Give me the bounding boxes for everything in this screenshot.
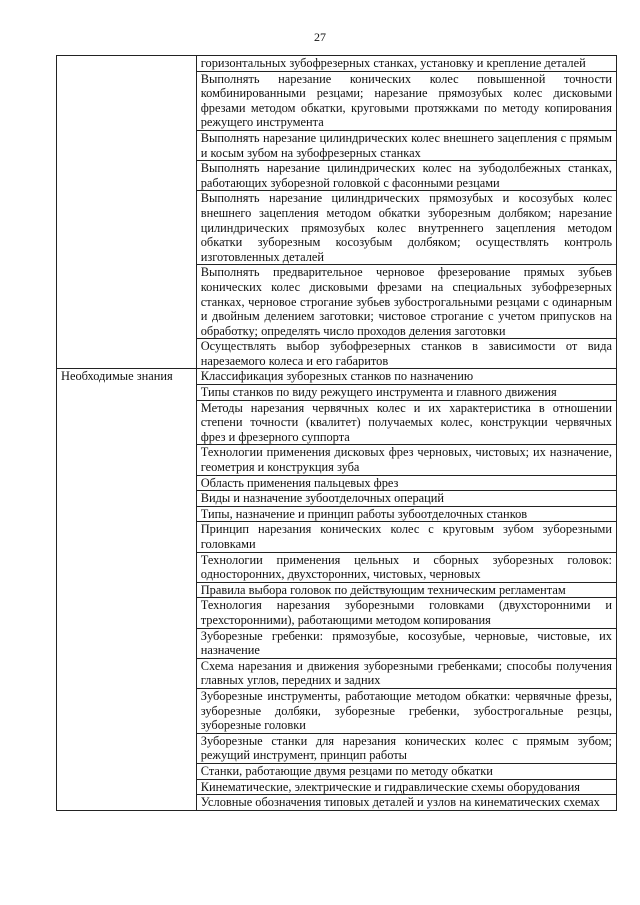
table-cell: Осуществлять выбор зубофрезерных станков в зависимости от вида нарезаемого колеса и его габаритов [196,339,616,369]
table-cell: Область применения пальцевых фрез [196,475,616,491]
table-body [57,56,617,811]
table-cell: Выполнять нарезание цилиндрических колес на зубодолбежных станках, работающих зуборезной головкой с фасонными резцами [196,161,616,191]
table-row [57,56,617,72]
table-cell: Зуборезные гребенки: прямозубые, косозубые, черновые, чистовые, их назначение [196,628,616,658]
table-cell: Выполнять предварительное черновое фрезерование прямых зубьев конических колес дисковыми фрезами на специальных зубофрезерных станках, черновое строгание зубьев зубострогальными резцами с одинарным и двойным делением заготовки; чистовое строгание с учетом припусков на обработку; определять число проходов деления заготовки [196,265,616,339]
table-cell: Выполнять нарезание цилиндрических колес внешнего зацепления с прямым и косым зубом на зубофрезерных станках [196,130,616,160]
table-row [57,369,617,385]
table-cell: Зуборезные станки для нарезания конических колес с прямым зубом; режущий инструмент, принцип работы [196,733,616,763]
table-cell: Типы, назначение и принцип работы зубоотделочных станков [196,506,616,522]
table-cell: Типы станков по виду режущего инструмента и главного движения [196,385,616,401]
table-cell: Выполнять нарезание цилиндрических прямозубых и косозубых колес внешнего зацепления методом обкатки зуборезным долбяком; нарезание цилиндрических прямозубых колес внутреннего зацепления методом обкатки зуборезным косозубым долбяком; осуществлять контроль изготовленных деталей [196,191,616,265]
table-cell: Принцип нарезания конических колес с круговым зубом зуборезными головками [196,522,616,552]
table-cell: Правила выбора головок по действующим техническим регламентам [196,582,616,598]
table-cell: Классификация зуборезных станков по назначению [196,369,616,385]
table-cell: Технологии применения цельных и сборных зуборезных головок: односторонних, двухсторонних, чистовых, черновых [196,552,616,582]
group-1-label [57,56,197,369]
table-cell: Условные обозначения типовых деталей и узлов на кинематических схемах [196,795,616,811]
table-cell: Технология нарезания зуборезными головками (двухсторонними и трехсторонними), работающими методом копирования [196,598,616,628]
table-cell: Схема нарезания и движения зуборезными гребенками; способы получения главных углов, передних и задних [196,658,616,688]
table-cell: Станки, работающие двумя резцами по методу обкатки [196,763,616,779]
page-number: 27 [314,30,326,44]
competency-table [56,55,617,811]
table-cell: Технологии применения дисковых фрез черновых, чистовых; их назначение, геометрия и конструкция зуба [196,445,616,475]
table-cell: Зуборезные инструменты, работающие методом обкатки: червячные фрезы, зуборезные долбяки, зуборезные гребенки, зубострогальные резцы, зуборезные головки [196,688,616,733]
table-cell: Кинематические, электрические и гидравлические схемы оборудования [196,779,616,795]
table-cell: Методы нарезания червячных колес и их характеристика в отношении степени точности (квалитет) получаемых колес, конструкции червячных фрез и фрезерного суппорта [196,400,616,445]
table-cell: Виды и назначение зубоотделочных операций [196,491,616,507]
table-cell: горизонтальных зубофрезерных станках, установку и крепление деталей [196,56,616,72]
group-2-label: Необходимые знания [57,369,197,810]
table-cell: Выполнять нарезание конических колес повышенной точности комбинированными резцами; нарезание прямозубых колес дисковыми фрезами методом обкатки, круговыми протяжками по методу копирования режущего инструмента [196,71,616,130]
